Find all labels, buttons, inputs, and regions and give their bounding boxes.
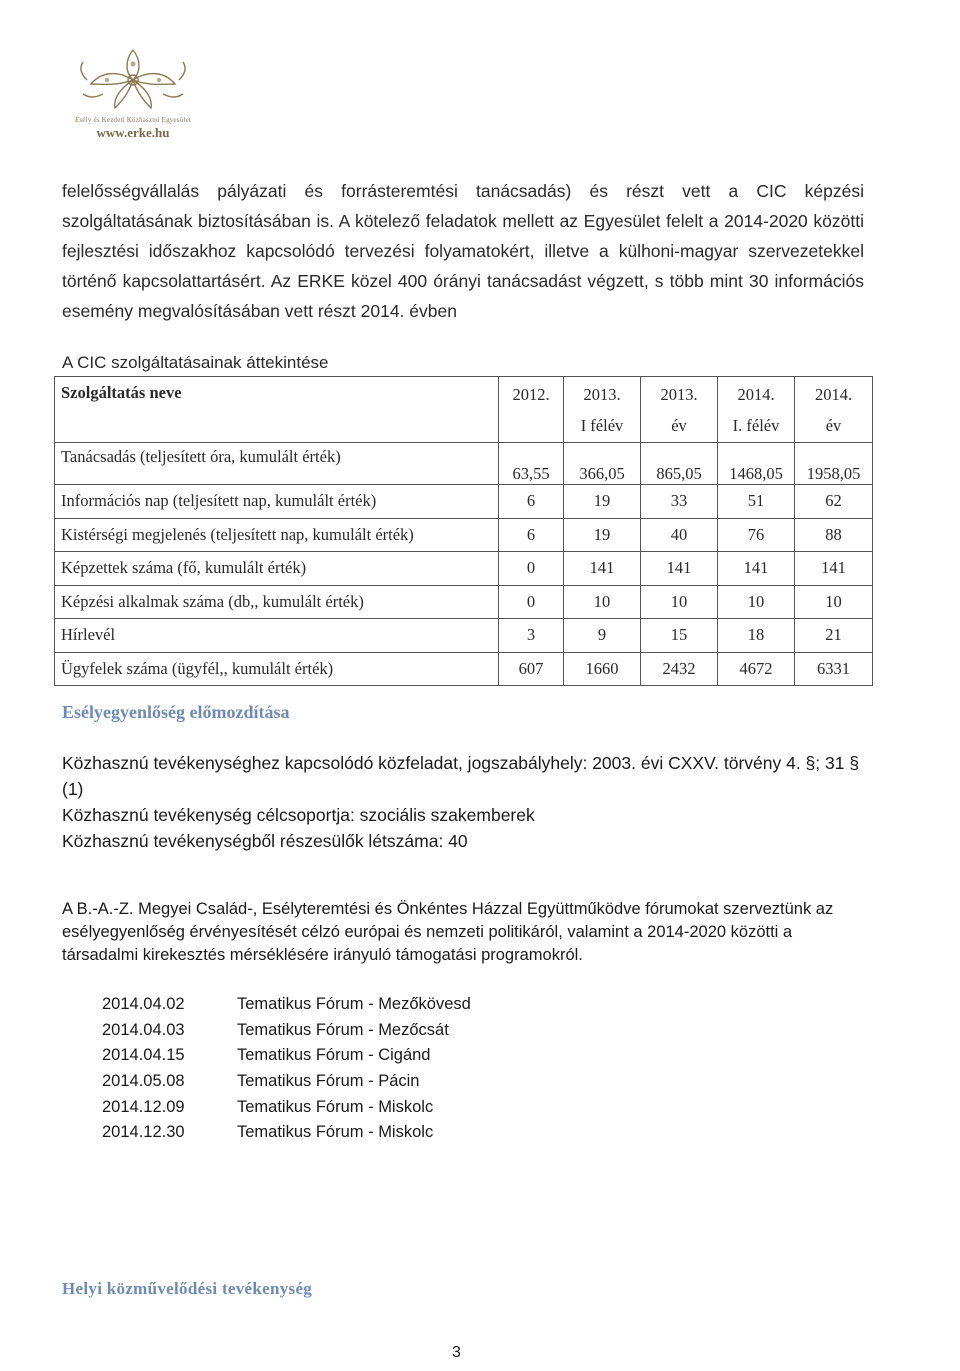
organization-url[interactable]: www.erke.hu	[96, 125, 170, 140]
row-label: Hírlevél	[55, 619, 499, 653]
table-cell: 1958,05	[795, 443, 873, 485]
event-title: Tematikus Fórum - Miskolc	[237, 1097, 434, 1116]
table-cell: 10	[795, 585, 873, 619]
column-header: 2012.	[499, 377, 564, 443]
intro-paragraph: felelősségvállalás pályázati és forrásteremtési tanácsadás) és részt vett a CIC képzési szolgáltatásának biztosításában is. A kötelező feladatok mellett az Egyesület felelt a 2014-2020 közötti fejlesztési időszakhoz kapcsolódó tervezési folyamatokért, illetve a külhoni-magyar szervezetekkel történő kapcsolattartásért. Az ERKE közel 400 órányi tanácsadást végzett, s több mint 30 információs esemény megvalósításában vett részt 2014. évben	[62, 181, 864, 321]
table-row	[55, 585, 873, 619]
table-cell: 10	[641, 585, 718, 619]
table-cell: 18	[718, 619, 795, 653]
table-cell: 9	[564, 619, 641, 653]
event-date: 2014.12.09	[102, 1097, 185, 1116]
table-cell: 1660	[564, 652, 641, 686]
table-cell: 33	[641, 485, 718, 519]
table-cell: 15	[641, 619, 718, 653]
table-row	[55, 443, 873, 485]
event-date: 2014.05.08	[102, 1072, 185, 1091]
column-header: 2014. I. félév	[718, 377, 795, 443]
event-list	[102, 992, 471, 1146]
footer-heading: Helyi közművelődési tevékenység	[62, 1279, 313, 1298]
table-row	[55, 552, 873, 586]
row-label: Tanácsadás (teljesített óra, kumulált érték)	[55, 443, 499, 485]
list-item	[102, 1069, 471, 1095]
list-item	[102, 1095, 471, 1121]
table-cell: 4672	[718, 652, 795, 686]
section-heading: Esélyegyenlőség előmozdítása	[62, 702, 290, 722]
column-header: 2013. I félév	[564, 377, 641, 443]
event-title: Tematikus Fórum - Mezőcsát	[237, 1020, 449, 1039]
table-cell: 6	[499, 518, 564, 552]
event-date: 2014.04.15	[102, 1046, 185, 1065]
event-title: Tematikus Fórum - Pácin	[237, 1072, 420, 1091]
column-header: 2014. év	[795, 377, 873, 443]
list-item	[102, 1120, 471, 1146]
table-cell: 51	[718, 485, 795, 519]
table-title: A CIC szolgáltatásainak áttekintése	[62, 353, 329, 372]
table-cell: 141	[718, 552, 795, 586]
list-item	[102, 1043, 471, 1069]
table-row	[55, 652, 873, 686]
table-cell: 19	[564, 485, 641, 519]
table-cell: 607	[499, 652, 564, 686]
organization-name: Esély és Kezdeti Közhasznú Egyesület	[74, 116, 192, 124]
table-cell: 21	[795, 619, 873, 653]
table-row	[55, 485, 873, 519]
table-row	[55, 518, 873, 552]
column-header: 2013. év	[641, 377, 718, 443]
event-title: Tematikus Fórum - Miskolc	[237, 1123, 434, 1142]
table-cell: 2432	[641, 652, 718, 686]
event-title: Tematikus Fórum - Mezőkövesd	[237, 995, 471, 1013]
table-cell: 10	[718, 585, 795, 619]
cic-services-table	[54, 376, 873, 686]
table-cell: 141	[564, 552, 641, 586]
table-cell: 141	[641, 552, 718, 586]
list-item	[102, 992, 471, 1018]
row-label: Képzési alkalmak száma (db,, kumulált érték)	[55, 585, 499, 619]
table-cell: 63,55	[499, 443, 564, 485]
organization-logo	[58, 44, 208, 154]
table-cell: 3	[499, 619, 564, 653]
row-label: Kistérségi megjelenés (teljesített nap, kumulált érték)	[55, 518, 499, 552]
beneficiary-count: Közhasznú tevékenységből részesülők létszáma: 40	[62, 831, 468, 851]
table-cell: 10	[564, 585, 641, 619]
event-date: 2014.04.03	[102, 1020, 185, 1039]
target-group: Közhasznú tevékenység célcsoportja: szociális szakemberek	[62, 805, 535, 825]
table-cell: 141	[795, 552, 873, 586]
event-date: 2014.12.30	[102, 1123, 185, 1142]
row-label: Képzettek száma (fő, kumulált érték)	[55, 552, 499, 586]
table-cell: 366,05	[564, 443, 641, 485]
column-header-service-name: Szolgáltatás neve	[55, 377, 499, 443]
table-cell: 6	[499, 485, 564, 519]
page-number: 3	[452, 1344, 461, 1361]
row-label: Információs nap (teljesített nap, kumulált érték)	[55, 485, 499, 519]
legal-basis: Közhasznú tevékenységhez kapcsolódó közfeladat, jogszabályhely: 2003. évi CXXV. törvény 4. §; 31 § (1)	[62, 753, 860, 799]
table-cell: 865,05	[641, 443, 718, 485]
table-cell: 62	[795, 485, 873, 519]
ornament-logo-icon	[73, 44, 193, 114]
table-cell: 19	[564, 518, 641, 552]
row-label: Ügyfelek száma (ügyfél,, kumulált érték)	[55, 652, 499, 686]
table-cell: 0	[499, 552, 564, 586]
table-cell: 6331	[795, 652, 873, 686]
table-row	[55, 619, 873, 653]
table-cell: 0	[499, 585, 564, 619]
table-cell: 40	[641, 518, 718, 552]
legal-info	[62, 750, 862, 854]
list-item	[102, 1018, 471, 1044]
table-header-row	[55, 377, 873, 443]
table-cell: 88	[795, 518, 873, 552]
table-cell: 76	[718, 518, 795, 552]
forum-paragraph: A B.-A.-Z. Megyei Család-, Esélyteremtési és Önkéntes Házzal Együttműködve fórumokat szerveztünk az esélyegyenlőség érvényesítését célzó európai és nemzeti politikáról, valamint a 2014-2020 közötti a társadalmi kirekesztés mérséklésére irányuló támogatási programokról.	[62, 900, 834, 964]
event-date: 2014.04.02	[102, 995, 185, 1013]
table-cell: 1468,05	[718, 443, 795, 485]
event-title: Tematikus Fórum - Cigánd	[237, 1046, 431, 1065]
